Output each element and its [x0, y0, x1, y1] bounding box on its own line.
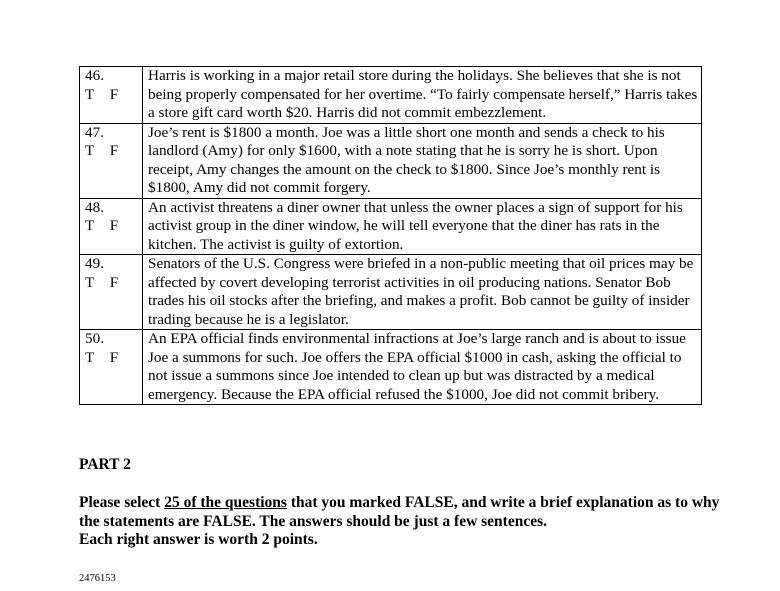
question-row [80, 198, 702, 255]
instruction-underlined: 25 of the questions [164, 494, 287, 511]
question-row [80, 67, 702, 124]
document-id: 2476153 [79, 573, 116, 584]
part-2-heading: PART 2 [79, 456, 131, 473]
question-text: Joe’s rent is $1800 a month. Joe was a little short one month and sends a check to his landlord (Amy) for only $1600, with a note stating that he is sorry he is short. Upon receipt, Amy changes the amount on the check to $1800. Since Joe’s monthly rent is $1800, Amy did not commit forgery. [143, 123, 702, 198]
true-false-options: T F [85, 273, 125, 291]
question-text: Harris is working in a major retail store during the holidays. She believes that she is not being properly compensated for her overtime. “To fairly compensate herself,” Harris takes a store gift card worth $20. Harris did not commit embezzlement. [143, 67, 702, 124]
true-false-options: T F [85, 217, 125, 234]
points-note: Each right answer is worth 2 points. [79, 531, 318, 548]
question-number: 46. [85, 67, 104, 84]
question-number: 49. [85, 255, 104, 272]
part-2-instructions [79, 494, 739, 550]
question-number: 48. [85, 198, 104, 216]
question-row [80, 255, 702, 330]
question-number-cell [80, 198, 143, 255]
question-number: 47. [85, 123, 104, 141]
question-number-cell [80, 255, 143, 330]
instruction-prefix: Please select [79, 494, 165, 511]
question-text: An activist threatens a diner owner that unless the owner places a sign of support for his activist group in the diner window, he will tell everyone that the diner has rats in the kitchen. The activist is guilty of extortion. [143, 198, 702, 255]
question-text: An EPA official finds environmental infractions at Joe’s large ranch and is about to issue Joe a summons for such. Joe offers the EPA official $1000 in cash, asking the official to not issue a summons since Joe intended to clean up but was distracted by a medical emergency. Because the EPA official refused the $1000, Joe did not commit bribery. [143, 330, 702, 405]
true-false-options: T F [85, 142, 125, 159]
question-number-cell [80, 123, 143, 198]
question-row [80, 123, 702, 198]
question-number-cell [80, 330, 143, 405]
question-text: Senators of the U.S. Congress were briefed in a non-public meeting that oil prices may be affected by covert developing terrorist activities in oil producing nations. Senator Bob trades his oil stocks after the briefing, and makes a profit. Bob cannot be guilty of insider trading because he is a legislator. [143, 255, 702, 330]
question-number-cell [80, 67, 143, 124]
true-false-options: T F [85, 348, 125, 366]
instruction-suffix: that you marked FALSE, and write a brief explanation as to why the statements are FALSE. The answers should be just a few sentences. [79, 494, 720, 530]
question-row [80, 330, 702, 405]
question-number: 50. [85, 330, 104, 347]
questions-table [79, 66, 702, 405]
true-false-options: T F [85, 85, 125, 103]
